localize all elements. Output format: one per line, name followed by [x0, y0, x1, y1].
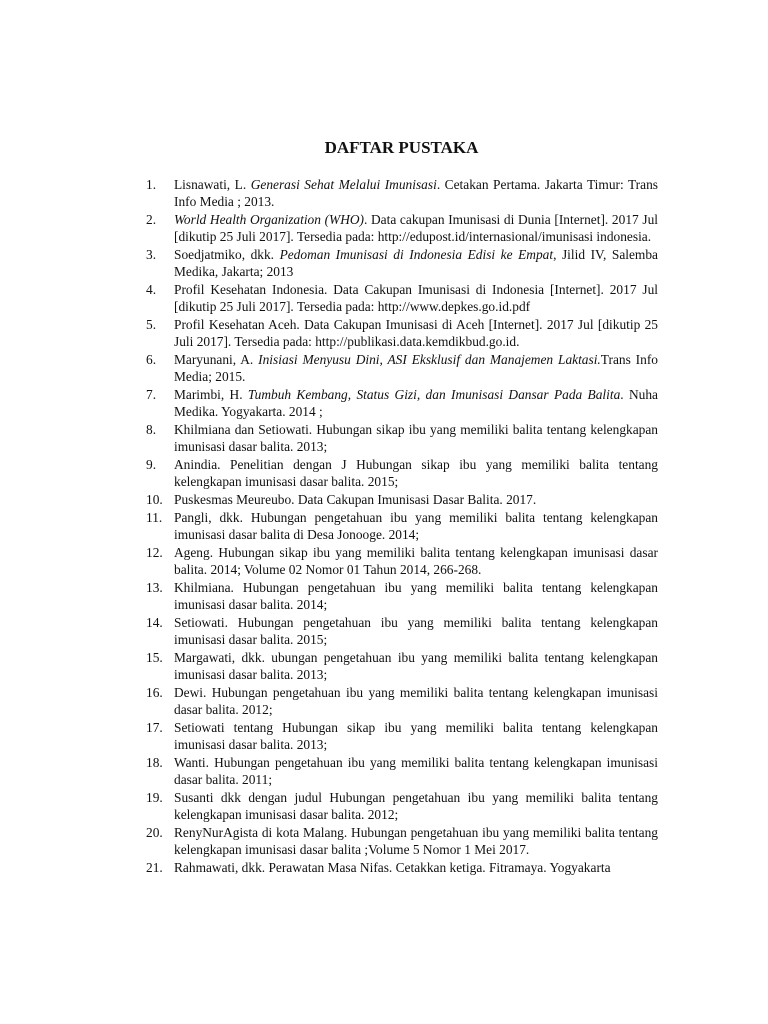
reference-item	[146, 246, 658, 280]
reference-segment: Maryunani, A.	[174, 352, 259, 367]
reference-segment: . Data cakupan Imunisasi di Dunia [Internet]. 2017 Jul [dikutip 25 Juli 2017]. Tersedia pada: http://edupost.id/internasional/imunisasi indonesia.	[174, 212, 658, 244]
reference-number: 20.	[146, 825, 163, 840]
reference-number: 21.	[146, 860, 163, 875]
reference-text	[174, 386, 658, 420]
reference-number: 9.	[146, 457, 157, 472]
reference-segment: RenyNurAgista di kota Malang. Hubungan pengetahuan ibu yang memiliki balita tentang kelengkapan imunisasi dasar balita ;Volume 5 Nomor 1 Mei 2017.	[174, 825, 658, 857]
reference-segment: Margawati, dkk. ubungan pengetahuan ibu yang memiliki balita tentang kelengkapan imunisasi dasar balita. 2013;	[174, 650, 658, 682]
reference-number: 5.	[146, 317, 157, 332]
reference-item	[146, 176, 658, 210]
reference-number: 10.	[146, 492, 163, 507]
reference-segment: Lisnawati, L.	[174, 177, 251, 192]
reference-number: 1.	[146, 177, 157, 192]
reference-segment: Trans Info Media; 2015.	[174, 352, 658, 384]
reference-title: World Health Organization (WHO)	[174, 212, 364, 227]
reference-item	[146, 649, 658, 683]
reference-number: 19.	[146, 790, 163, 805]
reference-number: 4.	[146, 282, 157, 297]
reference-segment: Rahmawati, dkk. Perawatan Masa Nifas. Cetakkan ketiga. Fitramaya. Yogyakarta	[174, 860, 611, 875]
reference-item	[146, 789, 658, 823]
reference-text	[174, 789, 658, 823]
reference-text	[174, 509, 658, 543]
reference-number: 13.	[146, 580, 163, 595]
reference-segment: Setiowati tentang Hubungan sikap ibu yang memiliki balita tentang kelengkapan imunisasi dasar balita. 2013;	[174, 720, 658, 752]
reference-item	[146, 211, 658, 245]
reference-number: 17.	[146, 720, 163, 735]
reference-number: 16.	[146, 685, 163, 700]
reference-number: 12.	[146, 545, 163, 560]
reference-text	[174, 491, 658, 508]
reference-segment: Khilmiana. Hubungan pengetahuan ibu yang memiliki balita tentang kelengkapan imunisasi dasar balita. 2014;	[174, 580, 658, 612]
reference-text	[174, 421, 658, 455]
reference-number: 2.	[146, 212, 157, 227]
reference-number: 18.	[146, 755, 163, 770]
reference-title: Generasi Sehat Melalui Imunisasi	[250, 177, 437, 192]
reference-item	[146, 859, 658, 876]
reference-item	[146, 614, 658, 648]
reference-segment: . Nuha Medika. Yogyakarta. 2014 ;	[174, 387, 658, 419]
reference-number: 7.	[146, 387, 157, 402]
reference-number: 8.	[146, 422, 157, 437]
reference-item	[146, 719, 658, 753]
reference-segment: Susanti dkk dengan judul Hubungan pengetahuan ibu yang memiliki balita tentang kelengkapan imunisasi dasar balita. 2012;	[174, 790, 658, 822]
reference-item	[146, 491, 658, 508]
reference-segment: . Cetakan Pertama. Jakarta Timur: Trans Info Media ; 2013.	[174, 177, 658, 209]
reference-segment: Wanti. Hubungan pengetahuan ibu yang memiliki balita tentang kelengkapan imunisasi dasar balita. 2011;	[174, 755, 658, 787]
reference-text	[174, 649, 658, 683]
reference-segment: Dewi. Hubungan pengetahuan ibu yang memiliki balita tentang kelengkapan imunisasi dasar balita. 2012;	[174, 685, 658, 717]
reference-text	[174, 754, 658, 788]
reference-item	[146, 754, 658, 788]
reference-segment: Soedjatmiko, dkk.	[174, 247, 280, 262]
page-title: DAFTAR PUSTAKA	[324, 138, 479, 157]
reference-number: 3.	[146, 247, 157, 262]
reference-list	[146, 176, 658, 877]
reference-title: Inisiasi Menyusu Dini, ASI Eksklusif dan Manajemen Laktasi.	[258, 352, 601, 367]
reference-text	[174, 719, 658, 753]
reference-item	[146, 544, 658, 578]
reference-segment: Profil Kesehatan Aceh. Data Cakupan Imunisasi di Aceh [Internet]. 2017 Jul [dikutip 25 Juli 2017]. Tersedia pada: http://publikasi.data.kemdikbud.go.id.	[174, 317, 658, 349]
reference-item	[146, 509, 658, 543]
reference-segment: Profil Kesehatan Indonesia. Data Cakupan Imunisasi di Indonesia [Internet]. 2017 Jul [dikutip 25 Juli 2017]. Tersedia pada: http://www.depkes.go.id.pdf	[174, 282, 658, 314]
reference-segment: Setiowati. Hubungan pengetahuan ibu yang memiliki balita tentang kelengkapan imunisasi dasar balita. 2015;	[174, 615, 658, 647]
reference-text	[174, 456, 658, 490]
reference-text	[174, 246, 658, 280]
reference-text	[174, 351, 658, 385]
reference-text	[174, 579, 658, 613]
reference-text	[174, 824, 658, 858]
reference-segment: Pangli, dkk. Hubungan pengetahuan ibu yang memiliki balita tentang kelengkapan imunisasi dasar balita di Desa Jonooge. 2014;	[174, 510, 658, 542]
reference-item	[146, 684, 658, 718]
reference-segment: Puskesmas Meureubo. Data Cakupan Imunisasi Dasar Balita. 2017.	[174, 492, 537, 507]
reference-text	[174, 316, 658, 350]
reference-text	[174, 281, 658, 315]
reference-number: 15.	[146, 650, 163, 665]
reference-item	[146, 351, 658, 385]
reference-text	[174, 684, 658, 718]
reference-segment: Marimbi, H.	[174, 387, 248, 402]
reference-item	[146, 386, 658, 420]
reference-text	[174, 859, 658, 876]
reference-number: 11.	[146, 510, 163, 525]
reference-segment: Anindia. Penelitian dengan J Hubungan sikap ibu yang memiliki balita tentang kelengkapan imunisasi dasar balita. 2015;	[174, 457, 658, 489]
reference-title: Pedoman Imunisasi di Indonesia Edisi ke Empat	[279, 247, 554, 262]
reference-segment: Khilmiana dan Setiowati. Hubungan sikap ibu yang memiliki balita tentang kelengkapan imunisasi dasar balita. 2013;	[174, 422, 658, 454]
reference-item	[146, 456, 658, 490]
reference-number: 14.	[146, 615, 163, 630]
reference-title: Tumbuh Kembang, Status Gizi, dan Imunisasi Dansar Pada Balita	[247, 387, 621, 402]
reference-number: 6.	[146, 352, 157, 367]
reference-text	[174, 211, 658, 245]
reference-segment: , Jilid IV, Salemba Medika, Jakarta; 2013	[174, 247, 658, 279]
reference-segment: Ageng. Hubungan sikap ibu yang memiliki balita tentang kelengkapan imunisasi dasar balita. 2014; Volume 02 Nomor 01 Tahun 2014, 266-268.	[174, 545, 658, 577]
reference-text	[174, 176, 658, 210]
reference-item	[146, 316, 658, 350]
reference-text	[174, 614, 658, 648]
reference-text	[174, 544, 658, 578]
reference-item	[146, 281, 658, 315]
reference-item	[146, 421, 658, 455]
reference-item	[146, 579, 658, 613]
reference-item	[146, 824, 658, 858]
